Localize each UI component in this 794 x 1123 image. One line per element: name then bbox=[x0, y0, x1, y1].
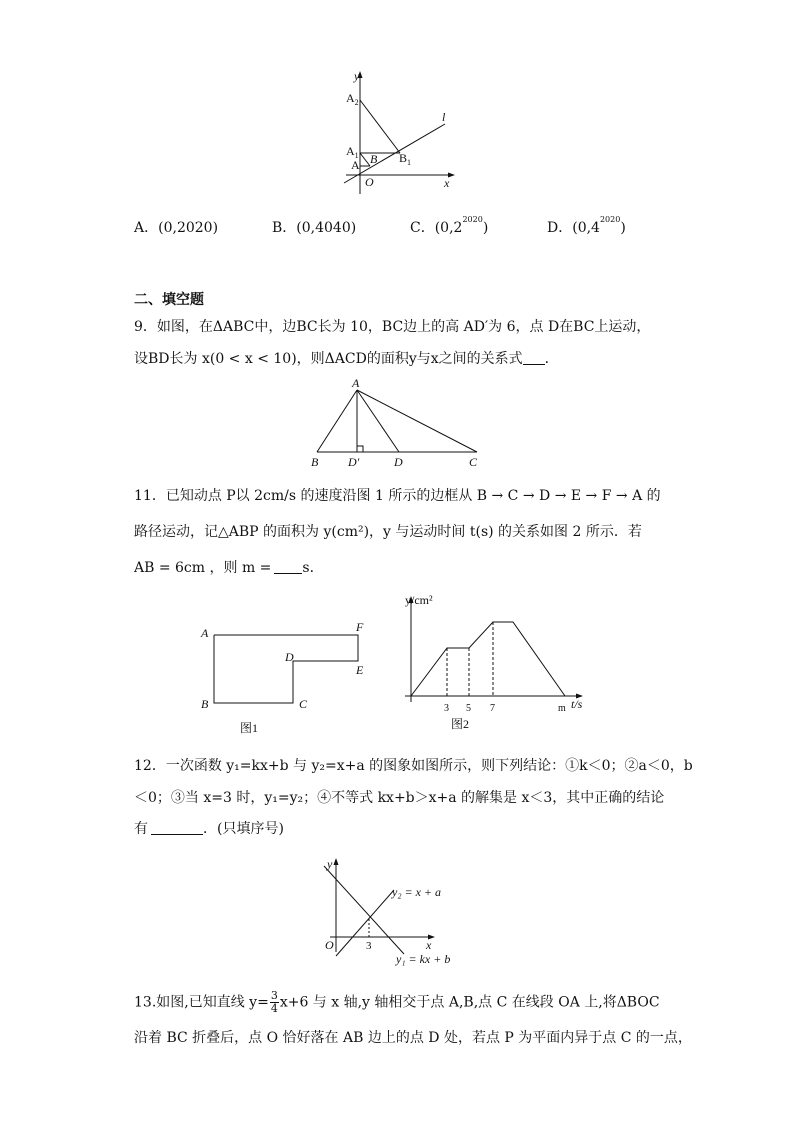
q13-line2: 沿着 BC 折叠后，点 O 恰好落在 AB 边上的点 D 处，若点 P 为平面内异于点 C 的一点， bbox=[134, 1030, 692, 1046]
q9-label-c: C bbox=[469, 455, 478, 469]
q9-line2-end: ． bbox=[544, 351, 559, 367]
q9-line1: 9．如图，在ΔABC中，边BC长为 10，BC边上的高 AD′为 6，点 D在BC上运动， bbox=[134, 319, 651, 335]
section-title: 二、填空题 bbox=[134, 292, 204, 308]
q9-label-dp: D′ bbox=[348, 455, 360, 469]
q11-fig2-tick-3: 3 bbox=[444, 703, 449, 714]
q13-line1a: 13.如图,已知直线 y= bbox=[134, 994, 269, 1011]
q11-figure-2 bbox=[395, 590, 595, 740]
choice-c[interactable] bbox=[410, 217, 488, 237]
q12-line3 bbox=[134, 818, 284, 838]
q9-figure bbox=[305, 376, 490, 472]
q9-segment-ad bbox=[357, 390, 399, 452]
segment-a1-b bbox=[360, 153, 370, 166]
q9-label-d: D bbox=[394, 455, 403, 469]
label-a2: $A_2$ bbox=[346, 91, 359, 107]
choice-c-letter: C． bbox=[410, 220, 435, 236]
q9-answer-blank[interactable] bbox=[523, 350, 545, 365]
top-figure bbox=[330, 66, 470, 196]
q11-answer-blank[interactable] bbox=[274, 559, 302, 574]
q12-tick-3: 3 bbox=[366, 940, 372, 952]
q12-line3a: 有 bbox=[134, 821, 148, 837]
q11-fig2-tick-m: m bbox=[558, 703, 566, 714]
q11-fig1-label-a: A bbox=[201, 626, 209, 640]
q9-side-ab bbox=[317, 390, 357, 452]
q11-line2: 路径运动，记△ABP 的面积为 y(cm²)，y 与运动时间 t(s) 的关系如图 2 所示．若 bbox=[134, 524, 642, 540]
label-b: B bbox=[370, 152, 378, 166]
q12-answer-blank[interactable] bbox=[151, 820, 203, 835]
q12-label-y: y bbox=[327, 857, 333, 871]
choice-d-exp: 2020 bbox=[599, 215, 621, 225]
label-o: O bbox=[365, 175, 374, 189]
q11-line1: 11．已知动点 P以 2cm/s 的速度沿图 1 所示的边框从 B → C → D → E → F → A 的 bbox=[134, 488, 661, 504]
q11-fig1-label-d: D bbox=[285, 650, 294, 664]
q12-label-y1: y₁ = kx + b bbox=[396, 952, 451, 966]
q11-fig1-label-b: B bbox=[201, 697, 209, 711]
choice-d-close: ) bbox=[620, 220, 626, 236]
q9-label-b: B bbox=[311, 455, 319, 469]
q12-line1: 12．一次函数 y₁=kx+b 与 y₂=x+a 的图象如图所示，则下列结论：①k＜0；②a＜0，b bbox=[134, 758, 693, 774]
choice-b-text: (0,4040) bbox=[296, 220, 357, 236]
q11-fig2-caption: 图2 bbox=[451, 717, 470, 731]
q11-fig1-border bbox=[214, 635, 358, 703]
q12-line-y2 bbox=[336, 890, 394, 956]
q13-line1b: x+6 与 x 轴,y 轴相交于点 A,B,点 C 在线段 OA 上,将ΔBOC bbox=[279, 994, 660, 1011]
choice-a-letter: A． bbox=[134, 220, 159, 236]
q12-label-o: O bbox=[325, 938, 334, 952]
choice-b-letter: B． bbox=[272, 220, 297, 236]
choice-d[interactable] bbox=[547, 217, 626, 237]
q11-fig2-tick-5: 5 bbox=[466, 703, 471, 714]
choice-b[interactable] bbox=[272, 217, 356, 237]
choice-a-text: (0,2020) bbox=[158, 220, 219, 236]
choice-d-base: (0,4 bbox=[572, 220, 600, 236]
choice-c-exp: 2020 bbox=[462, 215, 483, 225]
q9-side-ac bbox=[357, 390, 477, 452]
label-a1: $A_1$ bbox=[346, 144, 359, 160]
q11-line3b: s． bbox=[302, 560, 324, 576]
q9-line2-text: 设BD长为 x(0 < x < 10)，则ΔACD的面积y与x之间的关系式 bbox=[134, 351, 523, 367]
q11-fig1-label-c: C bbox=[299, 697, 308, 711]
q11-figure-1 bbox=[198, 620, 378, 740]
q9-line2 bbox=[134, 348, 559, 368]
q13-fraction-num: 3 bbox=[270, 989, 278, 1002]
choice-c-base: (0,2 bbox=[434, 220, 463, 236]
label-b1: $B_1$ bbox=[399, 151, 412, 167]
q11-fig2-graph bbox=[411, 622, 565, 696]
q11-fig2-t-label: t/s bbox=[571, 697, 583, 711]
q9-right-angle bbox=[357, 446, 363, 452]
q11-fig1-label-f: F bbox=[356, 620, 364, 634]
choice-a[interactable] bbox=[134, 217, 218, 237]
q13-fraction bbox=[270, 990, 279, 1015]
q12-label-y2: y₂ = x + a bbox=[392, 885, 442, 899]
q13-fraction-den: 4 bbox=[270, 1002, 278, 1015]
q12-line3b: ．(只填序号) bbox=[203, 821, 284, 837]
q12-figure bbox=[310, 856, 470, 971]
q11-fig1-label-e: E bbox=[356, 663, 364, 677]
q12-label-x: x bbox=[426, 938, 432, 952]
q12-line2: ＜0；③当 x=3 时，y₁=y₂；④不等式 kx+b＞x+a 的解集是 x＜3，其中正确的结论 bbox=[134, 790, 665, 806]
label-y: y bbox=[354, 69, 360, 83]
q12-y-arrow bbox=[334, 858, 339, 865]
choice-c-close: ) bbox=[482, 220, 489, 236]
label-x: x bbox=[444, 176, 450, 190]
label-a: A bbox=[351, 158, 360, 172]
segment-a2-b1 bbox=[360, 100, 400, 153]
q11-fig2-tick-7: 7 bbox=[490, 703, 495, 714]
choice-d-letter: D． bbox=[547, 220, 573, 236]
q11-fig2-y-label: y/cm² bbox=[405, 593, 433, 607]
q11-fig1-caption: 图1 bbox=[240, 721, 259, 735]
q13-line1 bbox=[134, 990, 660, 1015]
q9-label-a: A bbox=[352, 376, 360, 390]
label-l: l bbox=[442, 110, 446, 124]
q11-line3 bbox=[134, 557, 324, 577]
q11-line3a: AB = 6cm ，则 m = bbox=[134, 560, 272, 576]
